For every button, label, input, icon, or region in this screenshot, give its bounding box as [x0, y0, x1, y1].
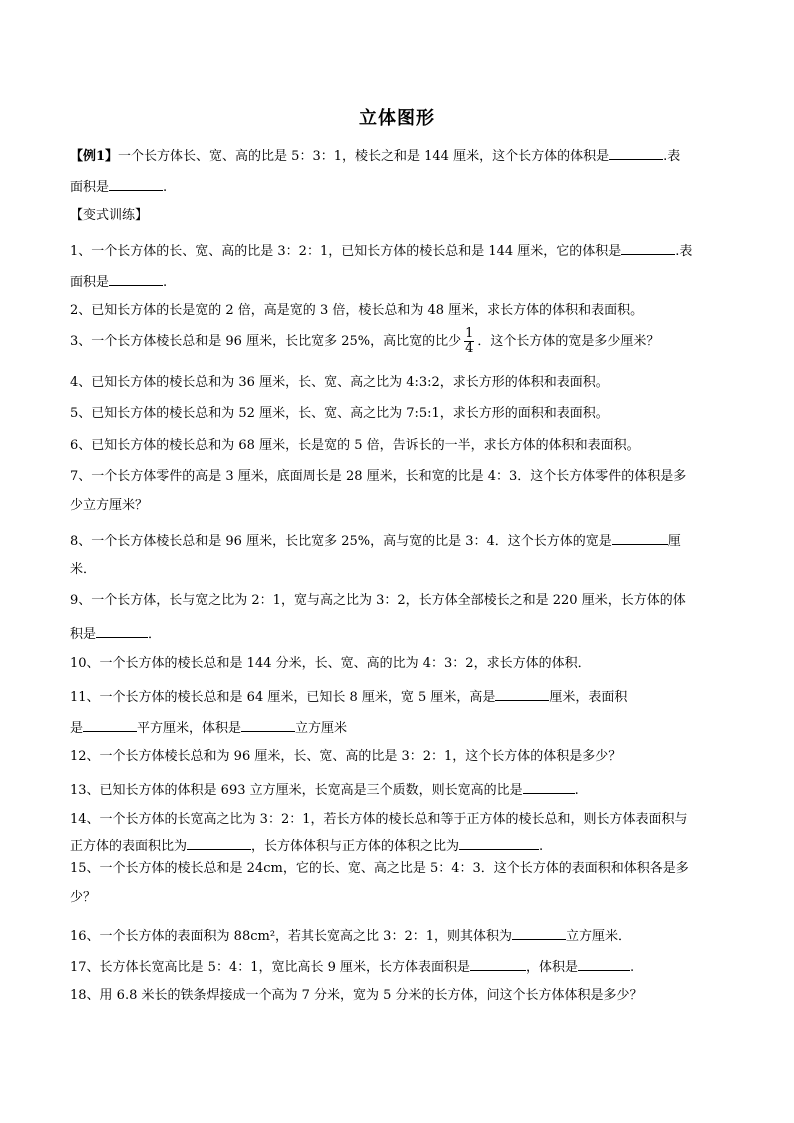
- question-15-line-2: 少？: [70, 890, 97, 905]
- question-7-line-1: 7、一个长方体零件的高是 3 厘米，底面周长是 28 厘米，长和宽的比是 4：3．这个长方体零件的体积是多: [70, 469, 687, 484]
- answer-blank[interactable]: [109, 272, 163, 286]
- question-10: 10、一个长方体的棱长总和是 144 分米，长、宽、高的比为 4：3：2，求长方体的体积．: [70, 656, 591, 671]
- answer-blank[interactable]: [523, 780, 575, 794]
- answer-blank[interactable]: [621, 241, 675, 255]
- question-15-line-1: 15、一个长方体的棱长总和是 24cm，它的长、宽、高之比是 5：4：3．这个长方体的表面积和体积各是多: [70, 861, 689, 876]
- question-18: 18、用 6.8 米长的铁条焊接成一个高为 7 分米，宽为 5 分米的长方体，问这个长方体体积是多少？: [70, 988, 643, 1003]
- question-8-line-1: 8、一个长方体棱长总和是 96 厘米，长比宽多 25%，高与宽的比是 3：4．这个长方体的宽是 厘: [70, 531, 681, 550]
- answer-blank[interactable]: [187, 836, 251, 850]
- example-tag: 【例1】: [70, 149, 119, 164]
- answer-blank[interactable]: [459, 836, 539, 850]
- example-1-line-2: 面积是 .: [70, 177, 167, 196]
- question-1-line-1: 1、一个长方体的长、宽、高的比是 3：2：1，已知长方体的棱长总和是 144 厘米，它的体积是 .表: [70, 241, 692, 260]
- question-6: 6、已知长方体的棱长总和为 68 厘米，长是宽的 5 倍，告诉长的一半，求长方体的体积和表面积。: [70, 438, 640, 453]
- answer-blank[interactable]: [612, 531, 668, 545]
- answer-blank[interactable]: [609, 146, 663, 160]
- question-9-line-1: 9、一个长方体，长与宽之比为 2：1，宽与高之比为 3：2，长方体全部棱长之和是 220 厘米，长方体的体: [70, 593, 686, 608]
- question-3: 3、一个长方体棱长总和是 96 厘米，长比宽多 25%，高比宽的比少 $\frac{1}{4}$ ．这个长方体的宽是多少厘米？: [70, 326, 660, 356]
- fraction: $\frac{1}{4}$: [465, 326, 474, 356]
- question-1-line-2: 面积是 .: [70, 272, 167, 291]
- question-9-line-2: 积是 ．: [70, 624, 161, 643]
- question-2: 2、已知长方体的长是宽的 2 倍，高是宽的 3 倍，棱长总和为 48 厘米，求长方体的体积和表面积。: [70, 303, 644, 318]
- page-title: 立体图形: [359, 108, 435, 129]
- question-17: 17、长方体长宽高比是 5：4：1，宽比高长 9 厘米，长方体表面积是 ，体积是 .: [70, 957, 634, 976]
- question-5: 5、已知长方体的棱长总和为 52 厘米，长、宽、高之比为 7:5:1，求长方形的面积和表面积。: [70, 406, 609, 421]
- example-1-line-1: 【例1】一个长方体长、宽、高的比是 5：3：1，棱长之和是 144 厘米，这个长方体的体积是 .表: [70, 146, 680, 165]
- question-7-line-2: 少立方厘米？: [70, 498, 149, 513]
- question-12: 12、一个长方体棱长总和为 96 厘米，长、宽、高的比是 3：2：1，这个长方体的体积是多少？: [70, 749, 622, 764]
- question-14-line-2: 正方体的表面积比为 ，长方体体积与正方体的体积之比为 .: [70, 836, 543, 855]
- question-14-line-1: 14、一个长方体的长宽高之比为 3：2：1，若长方体的棱长总和等于正方体的棱长总和，则长方体表面积与: [70, 812, 688, 827]
- answer-blank[interactable]: [96, 624, 148, 638]
- question-11-line-1: 11、一个长方体的棱长总和是 64 厘米，已知长 8 厘米，宽 5 厘米，高是 厘米，表面积: [70, 687, 627, 706]
- question-13: 13、已知长方体的体积是 693 立方厘米，长宽高是三个质数，则长宽高的比是 .: [70, 780, 579, 799]
- answer-blank[interactable]: [495, 687, 549, 701]
- question-16: 16、一个长方体的表面积为 88cm²，若其长宽高之比 3：2：1，则其体积为 立方厘米．: [70, 926, 631, 945]
- question-11-line-2: 是 平方厘米，体积是 立方厘米: [70, 718, 347, 737]
- answer-blank[interactable]: [512, 926, 566, 940]
- question-8-line-2: 米．: [70, 562, 97, 577]
- answer-blank[interactable]: [241, 718, 295, 732]
- section-heading: 【变式训练】: [70, 208, 149, 223]
- answer-blank[interactable]: [470, 957, 526, 971]
- question-4: 4、已知长方体的棱长总和为 36 厘米，长、宽、高之比为 4:3:2，求长方形的体积和表面积。: [70, 375, 609, 390]
- answer-blank[interactable]: [109, 177, 163, 191]
- answer-blank[interactable]: [83, 718, 137, 732]
- answer-blank[interactable]: [578, 957, 630, 971]
